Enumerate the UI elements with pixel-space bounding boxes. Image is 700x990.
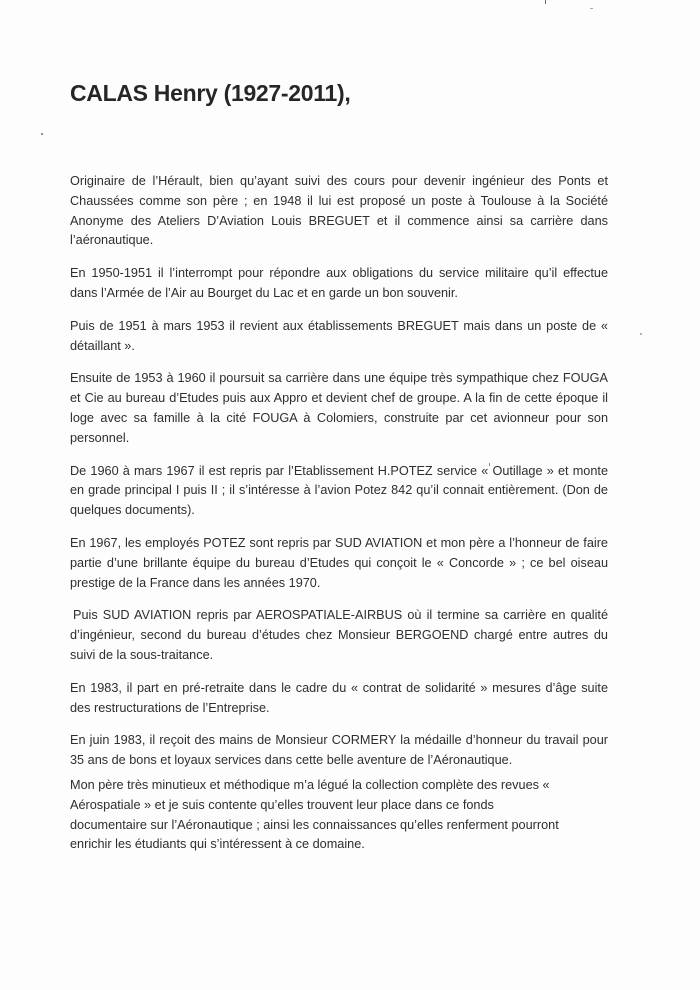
document-title: CALAS Henry (1927-2011),	[70, 80, 351, 106]
paragraph-retirement: En 1983, il part en pré-retraite dans le cadre du « contrat de solidarité » mesures d’âge suite des restructurations de l’Entreprise.	[70, 680, 608, 715]
paragraph-sud-aviation: En 1967, les employés POTEZ sont repris par SUD AVIATION et mon père a l’honneur de faire partie d’une brillante équipe du bureau d’Etudes qui conçoit le « Concorde » ; ce bel oiseau prestige de la France dans les années 1970.	[70, 535, 608, 590]
scan-mark	[640, 333, 642, 335]
paragraph-breguet: Puis de 1951 à mars 1953 il revient aux établissements BREGUET mais dans un poste de « détaillant ».	[70, 318, 608, 353]
closing-paragraph: Mon père très minutieux et méthodique m’a légué la collection complète des revues « Aérospatiale » et je suis contente qu’elles trouvent leur place dans ce fonds documentaire sur l’Aéronautique ; ainsi les connaissances qu’elles renferment pourront enrichir les étudiants qui s’intéressent à ce domaine.	[70, 778, 559, 852]
scan-mark	[545, 0, 546, 4]
paragraph-aerospatiale: Puis SUD AVIATION repris par AEROSPATIALE-AIRBUS où il termine sa carrière en qualité d’ingénieur, second du bureau d’études chez Monsieur BERGOEND chargé entre autres du suivi de la sous-traitance.	[70, 608, 608, 662]
scan-mark	[590, 8, 593, 9]
paragraph-medal: En juin 1983, il reçoit des mains de Monsieur CORMERY la médaille d’honneur du travail pour 35 ans de bons et loyaux services dans cette belle aventure de l’Aéronautique.	[70, 733, 608, 768]
paragraph-fouga: Ensuite de 1953 à 1960 il poursuit sa carrière dans une équipe très sympathique chez FOUGA et Cie au bureau d’Etudes puis aux Appro et devient chef de groupe. A la fin de cette époque il loge avec sa famille à la cité FOUGA à Colomiers, construite par cet avionneur pour son personnel.	[70, 371, 608, 445]
paragraph-potez: De 1960 à mars 1967 il est repris par l’Etablissement H.POTEZ service « Outillage » et monte en grade principal I puis II ; il s’intéresse à l’avion Potez 842 qu’il connait entièrement. (Don de quelques documents).	[70, 463, 608, 518]
paragraph-origins: Originaire de l’Hérault, bien qu’ayant suivi des cours pour devenir ingénieur des Ponts et Chaussées comme son père ; en 1948 il lui est proposé un poste à Toulouse à la Société Anonyme des Ateliers D’Aviation Louis BREGUET et il commence ainsi sa carrière dans l’aéronautique.	[70, 174, 608, 248]
biography-body	[70, 172, 608, 784]
scan-mark	[41, 133, 43, 135]
paragraph-military-service: En 1950-1951 il l’interrompt pour répondre aux obligations du service militaire qu’il effectue dans l’Armée de l’Air au Bourget du Lac et en garde un bon souvenir.	[70, 266, 608, 300]
